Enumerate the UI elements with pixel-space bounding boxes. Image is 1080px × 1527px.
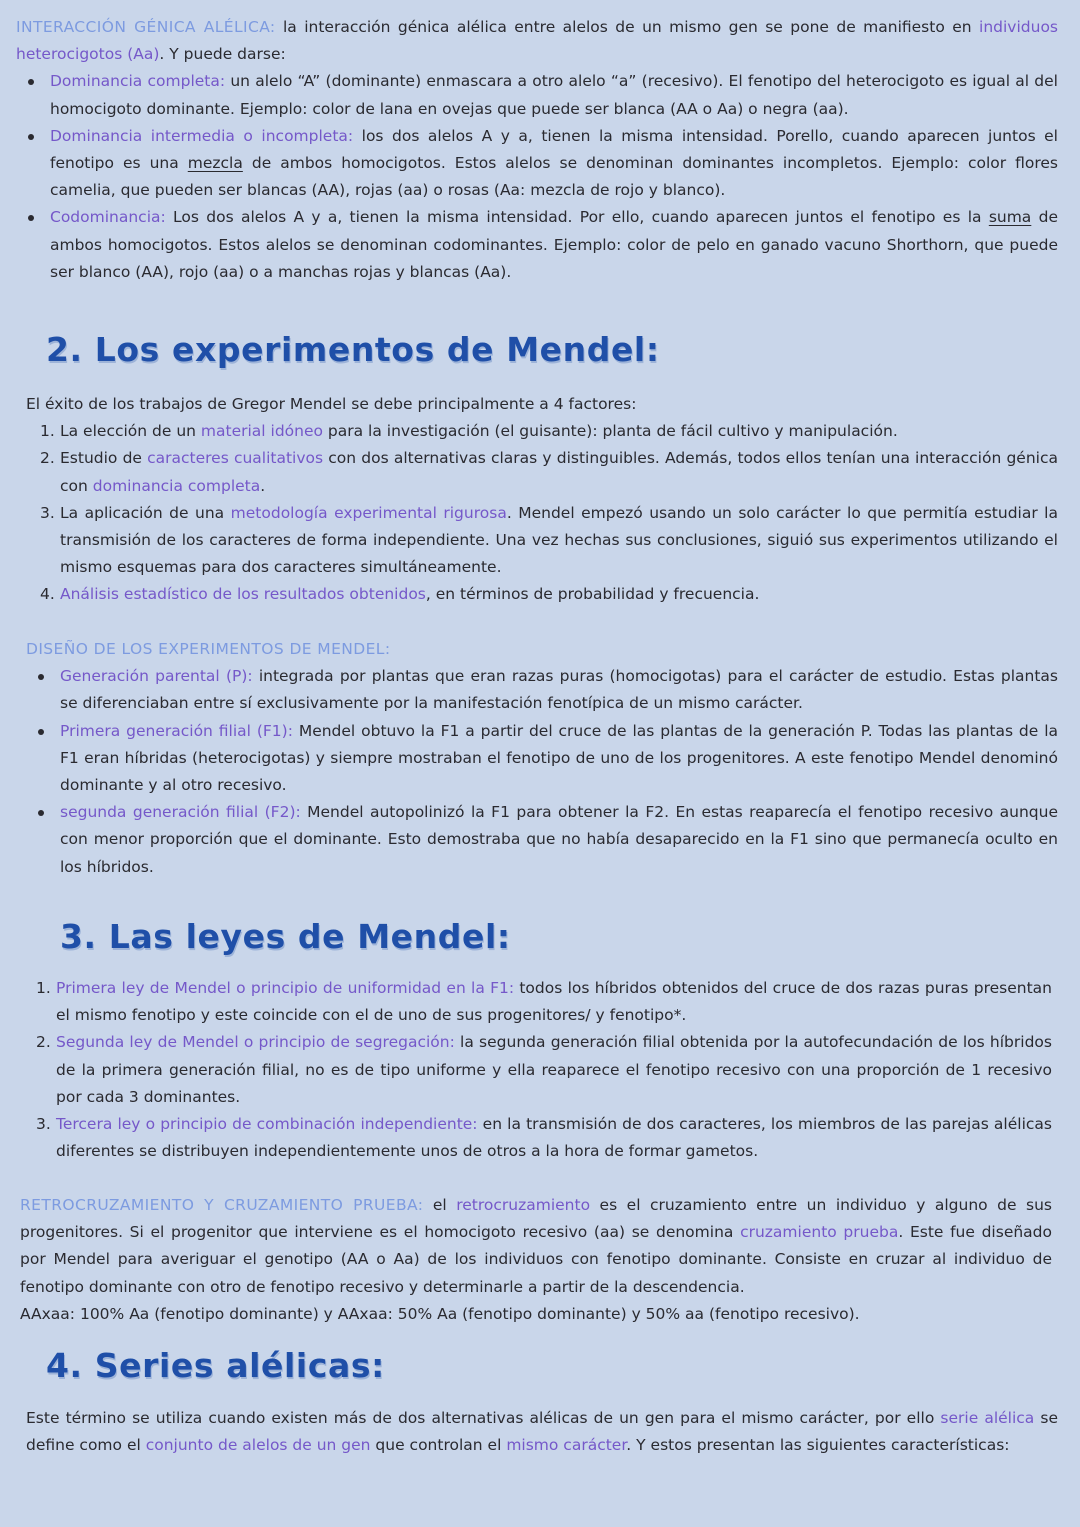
section-3-heading: 3. Las leyes de Mendel: [60, 917, 511, 956]
allelic-series-block [26, 1405, 1058, 1459]
allelic-interaction-label: INTERACCIÓN GÉNICA ALÉLICA: [16, 18, 276, 36]
heterozygous-highlight: individuos heterocigotos (Aa) [16, 18, 1059, 64]
experiment-design-label: DISEÑO DE LOS EXPERIMENTOS DE MENDEL: [26, 640, 391, 658]
mendel-factors-block [26, 391, 1058, 609]
list-item: Codominancia: Los dos alelos A y a, tienen la misma intensidad. Por ello, cuando aparecen juntos el fenotipo es la suma de ambos homocigotos. Estos alelos se denominan codominantes. Ejemplo: color de pelo en ganado vacuno Shorthorn, que puede ser blanco (AA), rojo (aa) o a manchas rojas y blancas (Aa). [16, 204, 1058, 286]
list-item: 3. La aplicación de una metodología experimental rigurosa. Mendel empezó usando un solo carácter lo que permitía estudiar la transmisión de los caracteres de forma independiente. Una vez hechas sus conclusiones, siguió sus experimentos utilizando el mismo esquemas para dos caracteres simultáneamente. [40, 503, 1058, 577]
backcross-label: RETROCRUZAMIENTO Y CRUZAMIENTO PRUEBA: [20, 1196, 424, 1214]
allelic-interaction-paragraph: INTERACCIÓN GÉNICA ALÉLICA: la interacción génica alélica entre alelos de un mismo gen se pone de manifiesto en individuos heterocigotos (Aa). Y puede darse: [16, 18, 1059, 64]
backcross-block [20, 1192, 1052, 1328]
list-item: 1. La elección de un material idóneo para la investigación (el guisante): planta de fácil cultivo y manipulación. [40, 422, 898, 441]
list-item: 4. Análisis estadístico de los resultados obtenidos, en términos de probabilidad y frecuencia. [40, 585, 760, 604]
backcross-results: AAxaa: 100% Aa (fenotipo dominante) y AAxaa: 50% Aa (fenotipo dominante) y 50% aa (fenotipo recesivo). [20, 1304, 860, 1323]
factors-intro: El éxito de los trabajos de Gregor Mendel se debe principalmente a 4 factores: [26, 395, 637, 413]
section-4-heading: 4. Series alélicas: [46, 1346, 385, 1385]
dominance-list [16, 68, 1058, 286]
list-item: Generación parental (P): integrada por plantas que eran razas puras (homocigotas) para el carácter de estudio. Estas plantas se diferenciaban entre sí exclusivamente por la manifestación fenotípica de un mismo carácter. [26, 663, 1058, 717]
laws-list [22, 975, 1052, 1165]
list-item: 3. Tercera ley o principio de combinación independiente: en la transmisión de dos caracteres, los miembros de las parejas alélicas diferentes se distribuyen independientemente unos de otros a la hora de formar gametos. [36, 1115, 1052, 1161]
list-item: Dominancia intermedia o incompleta: los dos alelos A y a, tienen la misma intensidad. Porello, cuando aparecen juntos el fenotipo es una mezcla de ambos homocigotos. Estos alelos se denominan dominantes incompletos. Ejemplo: color flores camelia, que pueden ser blancas (AA), rojas (aa) o rosas (Aa: mezcla de rojo y blanco). [16, 123, 1058, 205]
mendel-laws-block [22, 975, 1052, 1165]
list-item: Dominancia completa: un alelo “A” (dominante) enmascara a otro alelo “a” (recesivo). El fenotipo del heterocigoto es igual al del homocigoto dominante. Ejemplo: color de lana en ovejas que puede ser blanca (AA o Aa) o negra (aa). [16, 68, 1058, 122]
experiment-design-block [26, 636, 1058, 881]
allelic-series-paragraph: Este término se utiliza cuando existen más de dos alternativas alélicas de un gen para el mismo carácter, por ello serie alélica se define como el conjunto de alelos de un gen que controlan el mismo carácter. Y estos presentan las siguientes características: [26, 1409, 1058, 1455]
list-item: Primera generación filial (F1): Mendel obtuvo la F1 a partir del cruce de las plantas de la generación P. Todas las plantas de la F1 eran híbridas (heterocigotas) y siempre mostraban el fenotipo de uno de los progenitores. A este fenotipo Mendel denominó dominante y al otro recesivo. [26, 718, 1058, 800]
generations-list [26, 663, 1058, 881]
factors-list [26, 418, 1058, 608]
list-item: 2. Segunda ley de Mendel o principio de segregación: la segunda generación filial obtenida por la autofecundación de los híbridos de la primera generación filial, no es de tipo uniforme y ella reaparece el fenotipo recesivo con una proporción de 1 recesivo por cada 3 dominantes. [36, 1033, 1052, 1106]
list-item: segunda generación filial (F2): Mendel autopolinizó la F1 para obtener la F2. En estas reaparecía el fenotipo recesivo aunque con menor proporción que el dominante. Esto demostraba que no había desaparecido en la F1 sino que permanecía oculto en los híbridos. [26, 799, 1058, 881]
backcross-paragraph: RETROCRUZAMIENTO Y CRUZAMIENTO PRUEBA: el retrocruzamiento es el cruzamiento entre un individuo y alguno de sus progenitores. Si el progenitor que interviene es el homocigoto recesivo (aa) se denomina cruzamiento prueba. Este fue diseñado por Mendel para averiguar el genotipo (AA o Aa) de los individuos con fenotipo dominante. Consiste en cruzar al individuo de fenotipo dominante con otro de fenotipo recesivo y determinarle a partir de la descendencia. [20, 1196, 1052, 1296]
section-2-heading: 2. Los experimentos de Mendel: [46, 330, 660, 369]
allelic-interaction-block [16, 14, 1058, 286]
list-item: 1. Primera ley de Mendel o principio de uniformidad en la F1: todos los híbridos obtenidos del cruce de dos razas puras presentan el mismo fenotipo y este coincide con el de uno de sus progenitores/ y fenotipo*. [36, 979, 1052, 1025]
list-item: 2. Estudio de caracteres cualitativos con dos alternativas claras y distinguibles. Además, todos ellos tenían una interacción génica con dominancia completa. [40, 449, 1058, 495]
